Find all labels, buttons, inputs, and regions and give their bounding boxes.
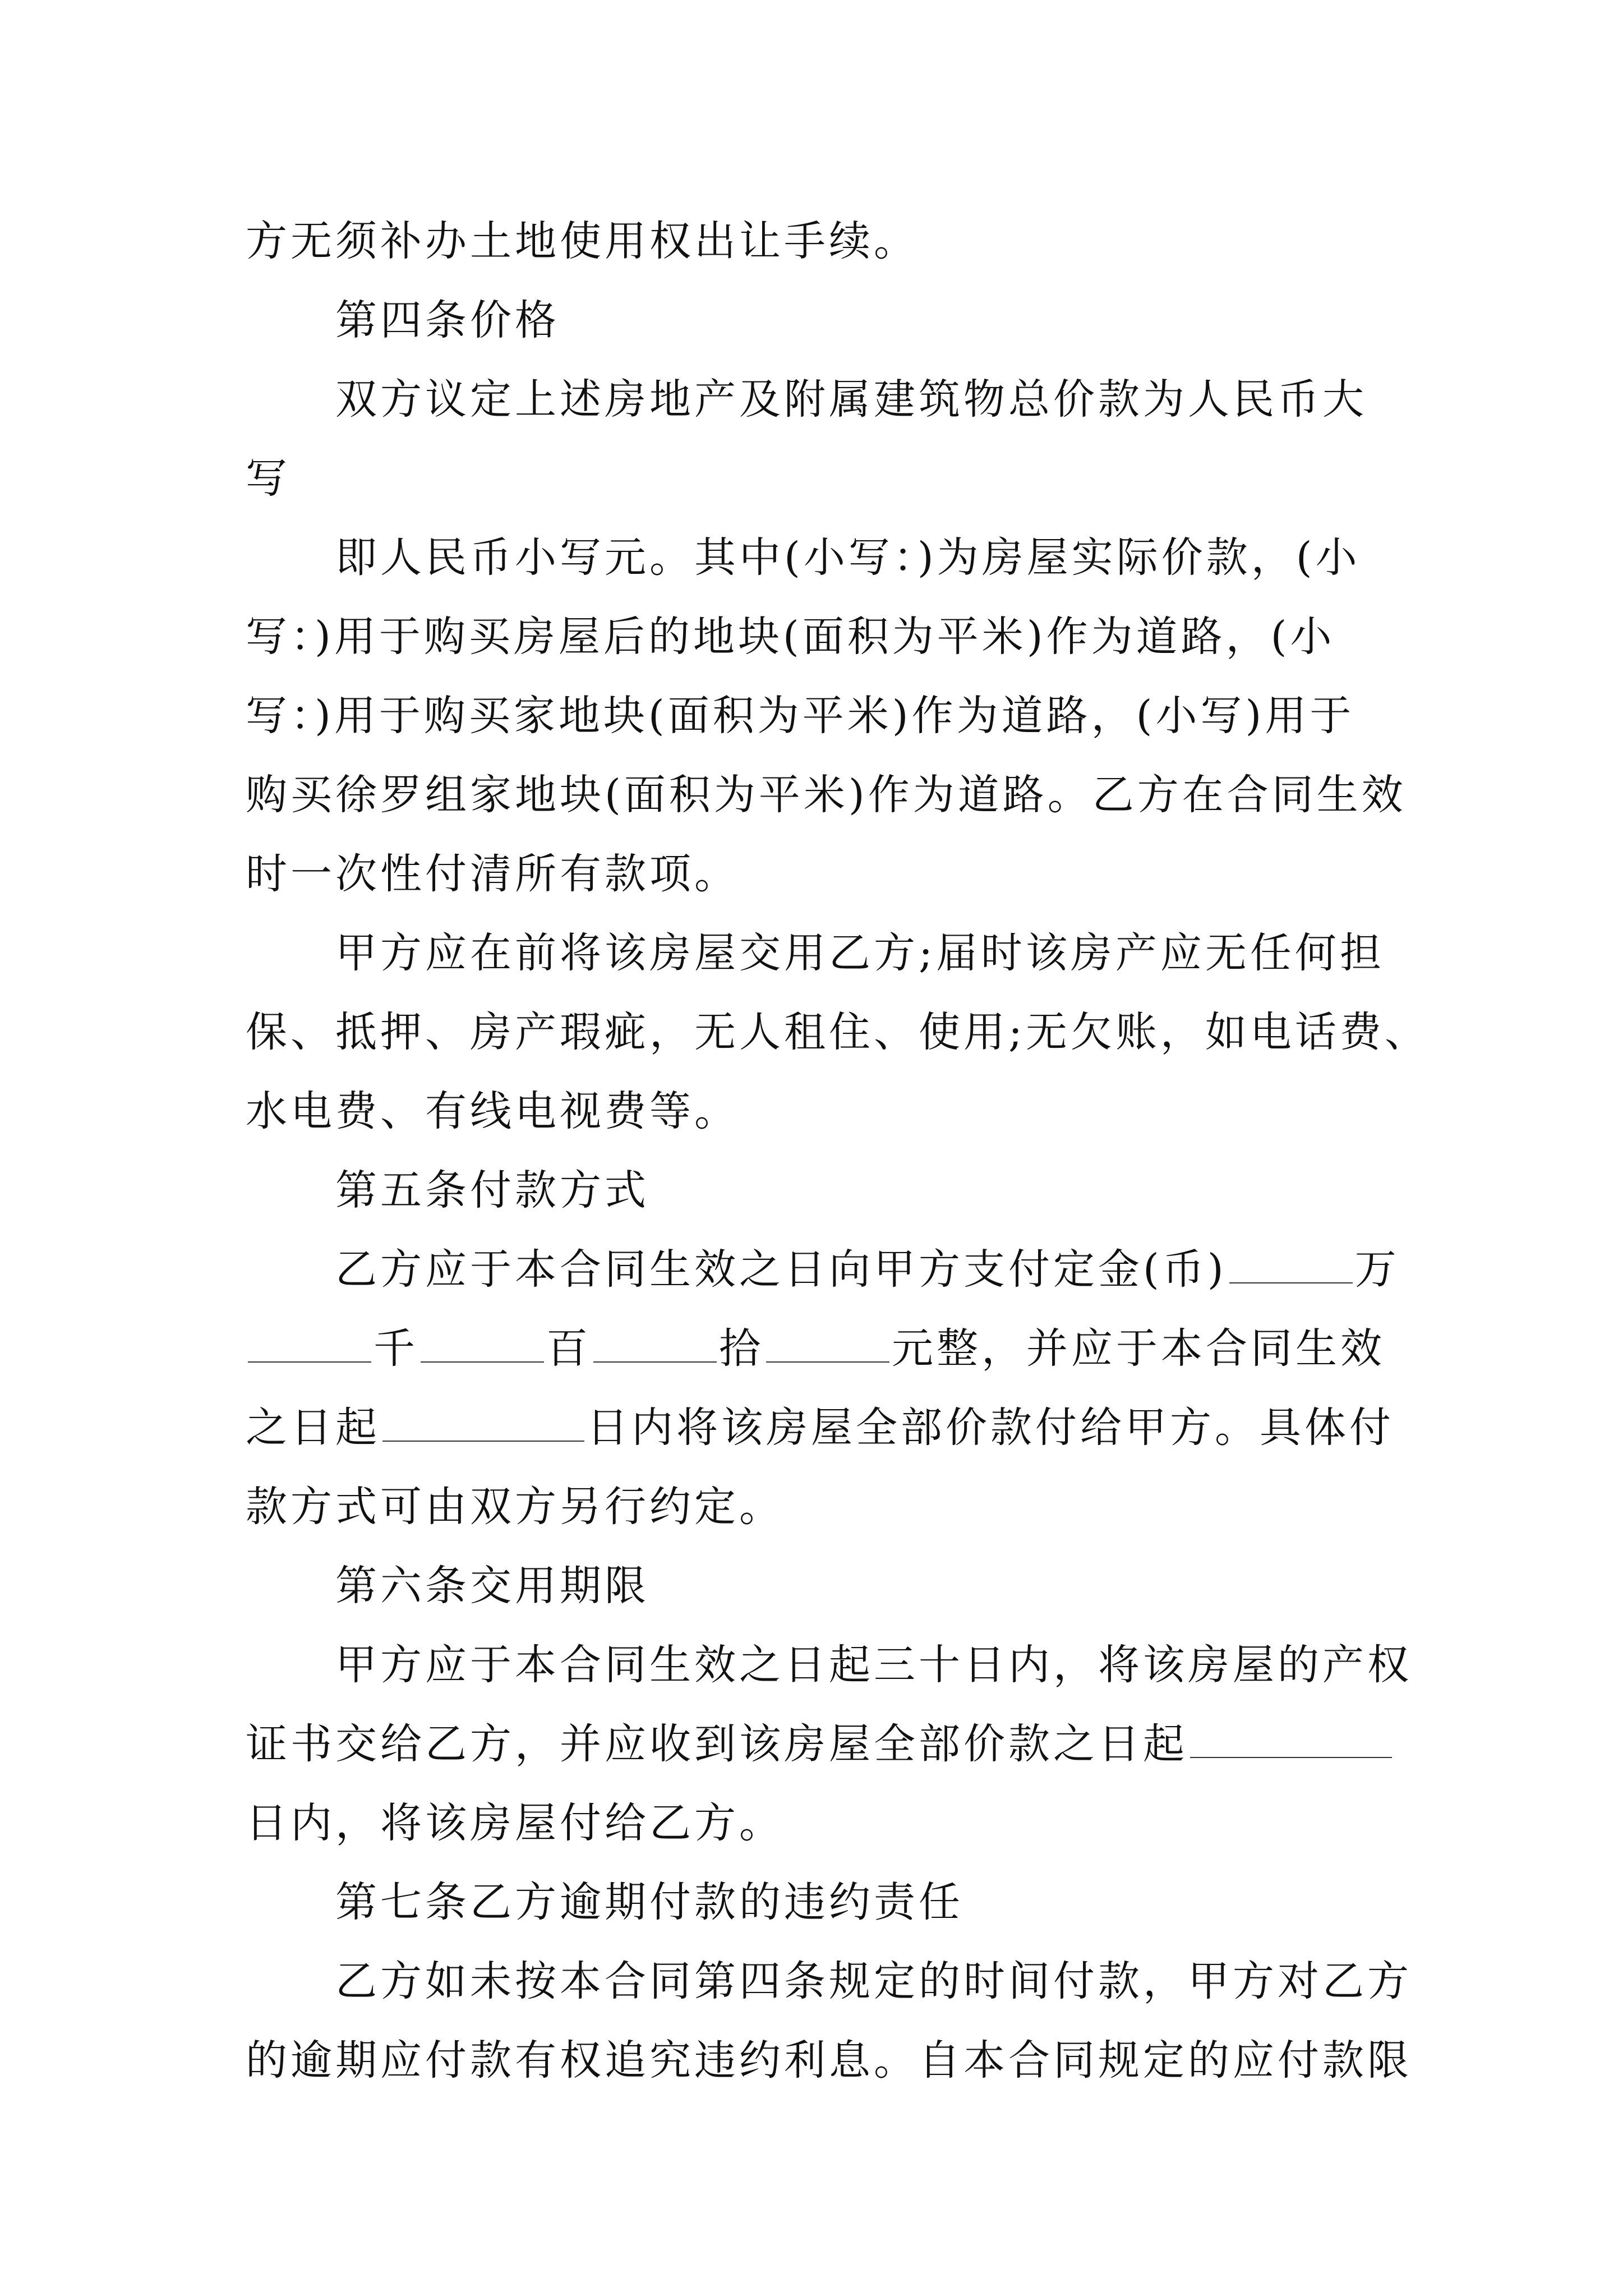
paragraph-line: 甲方应于本合同生效之日起三十日内，将该房屋的产权 [335,1641,1412,1689]
paragraph-line [246,1705,1378,1784]
paragraph-line: 写 [246,454,291,503]
paragraph-line: 乙方如未按本合同第四条规定的时间付款，甲方对乙方 [335,1957,1412,2005]
line-segment: 之日起 [246,1404,380,1452]
blank-field [593,1320,717,1363]
paragraph-line: 保、抵押、房产瑕疵，无人租住、使用;无欠账，如电话费、 [246,1008,1430,1056]
paragraph-line: 甲方应在前将该房屋交用乙方;届时该房产应无任何担 [335,929,1385,977]
section-heading-article-5: 第五条付款方式 [335,1166,649,1214]
section-heading-article-6: 第六条交用期限 [335,1562,649,1610]
line-segment: 拾 [719,1324,764,1373]
paragraph-line: 写：)用于购买家地块(面积为平米)作为道路，(小写)用于 [246,692,1355,740]
line-segment: 证书交给乙方，并应收到该房屋全部价款之日起 [246,1720,1188,1768]
line-segment: 乙方应于本合同生效之日向甲方支付定金(币) [335,1245,1227,1294]
section-heading-article-4: 第四条价格 [335,296,560,344]
paragraph-line: 水电费、有线电视费等。 [246,1087,739,1135]
paragraph-line: 的逾期应付款有权追究违约利息。自本合同规定的应付款限 [246,2036,1412,2085]
paragraph-line: 方无须补办土地使用权出让手续。 [246,217,919,265]
blank-field [382,1399,584,1442]
line-segment: 万 [1354,1245,1400,1294]
paragraph-line: 款方式可由双方另行约定。 [246,1483,784,1531]
blank-field [1190,1715,1392,1758]
line-segment: 日内将该房屋全部价款付给甲方。具体付 [587,1404,1394,1452]
paragraph-line: 日内，将该房屋付给乙方。 [246,1799,784,1847]
section-heading-article-7: 第七条乙方逾期付款的违约责任 [335,1878,963,1926]
line-segment: 百 [546,1324,591,1373]
paragraph-line: 写：)用于购买房屋后的地块(面积为平米)作为道路，(小 [246,613,1335,661]
paragraph-line: 即人民币小写元。其中(小写：)为房屋实际价款，(小 [335,533,1361,582]
blank-field [766,1320,889,1363]
paragraph-line [246,1230,1400,1309]
paragraph-line: 时一次性付清所有款项。 [246,850,739,898]
blank-field [421,1320,544,1363]
paragraph-line [246,1388,1394,1467]
blank-field [1229,1241,1353,1283]
paragraph-line: 购买徐罗组家地块(面积为平米)作为道路。乙方在合同生效 [246,771,1407,819]
document-body [246,202,1430,2100]
paragraph-line [246,1309,1385,1388]
line-segment: 元整，并应于本合同生效 [892,1324,1385,1373]
blank-field [248,1320,371,1363]
paragraph-line: 双方议定上述房地产及附属建筑物总价款为人民币大 [335,375,1367,424]
line-segment: 千 [374,1324,418,1373]
